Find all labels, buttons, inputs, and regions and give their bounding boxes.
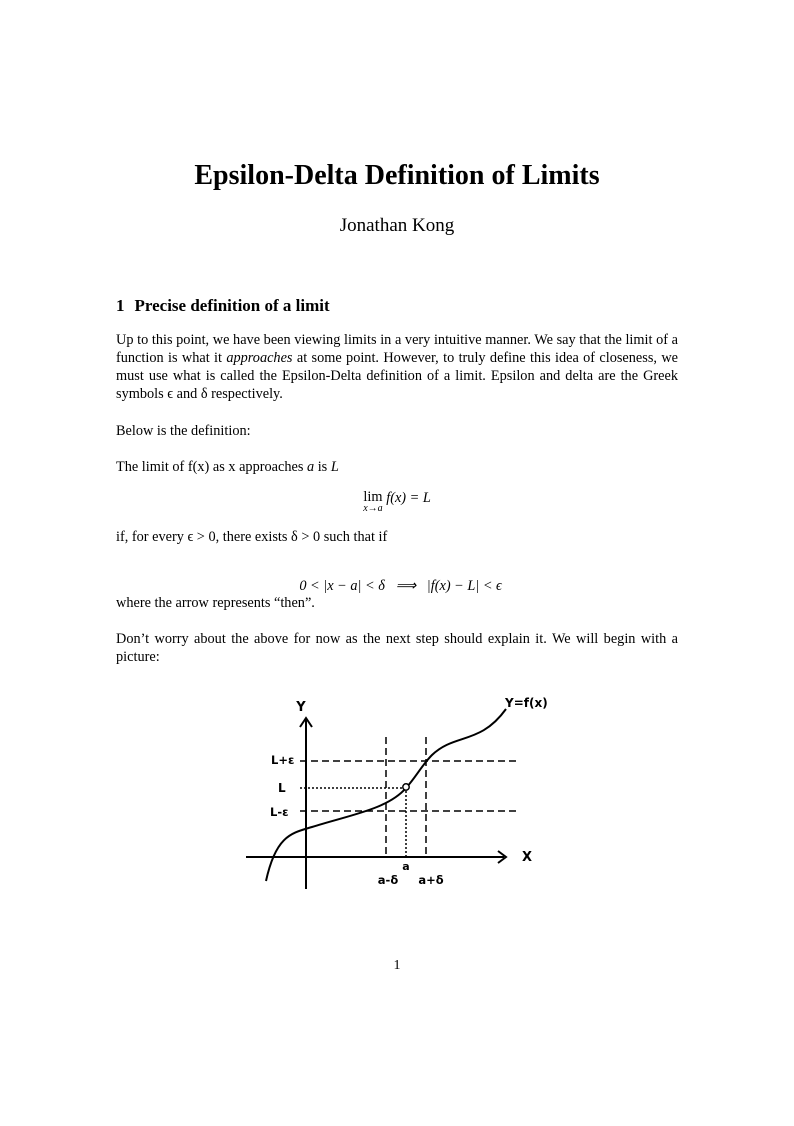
intro-paragraph: [116, 331, 678, 403]
lim-word: lim: [363, 489, 383, 505]
intro-emphasis: approaches: [226, 350, 293, 366]
open-point: [403, 784, 409, 790]
arrow-text: where the arrow represents “then”.: [116, 595, 315, 611]
epsilon-delta-figure: [240, 685, 560, 900]
lim-subscript: x→a: [363, 503, 383, 514]
limit-var-L: L: [330, 459, 339, 475]
intro-text-2: at some point. However, to truly define this idea of closeness, we must use what is called the Epsilon-Delta definition of a limit. Epsilon and delta are the Greek symbols ϵ and δ respectively.: [116, 350, 678, 402]
section-title: Precise definition of a limit: [134, 296, 330, 315]
section-heading: [116, 296, 330, 316]
below-text: Below is the definition:: [116, 423, 251, 439]
label-L-plus-epsilon: L+ε: [271, 753, 295, 767]
dont-worry-paragraph: [116, 630, 678, 666]
x-axis-label: X: [522, 850, 533, 865]
arrow-paragraph: [116, 594, 678, 612]
below-paragraph: [116, 422, 678, 440]
limit-text-2: is: [314, 459, 331, 475]
limit-equation: [0, 490, 794, 514]
dont-worry-text: Don’t worry about the above for now as the next step should explain it. We will begin with a picture:: [116, 631, 678, 665]
implication-equation: [0, 561, 794, 595]
if-every-paragraph: [116, 528, 678, 546]
lim-operator: [363, 490, 382, 514]
document-title: Epsilon-Delta Definition of Limits: [194, 160, 600, 191]
limit-statement: [116, 458, 678, 476]
section-number: 1: [116, 296, 125, 315]
page-number: 1: [393, 958, 401, 973]
label-a: a: [402, 860, 410, 873]
label-L-minus-epsilon: L-ε: [270, 805, 289, 819]
if-every-text: if, for every ϵ > 0, there exists δ > 0 such that if: [116, 529, 388, 545]
author: Jonathan Kong: [339, 215, 455, 236]
y-axis-label: Y: [296, 700, 306, 715]
label-L: L: [278, 781, 286, 795]
label-a-minus-delta: a-δ: [377, 873, 399, 887]
limit-text-1: The limit of f(x) as x approaches: [116, 459, 307, 475]
limit-var-a: a: [306, 459, 315, 475]
implication-text: 0 < |x − a| < δ ⟹ |f(x) − L| < ϵ: [299, 578, 502, 594]
curve-label: Y=f(x): [505, 696, 548, 710]
label-a-plus-delta: a+δ: [418, 873, 444, 887]
intro-text-1: Up to this point, we have been viewing limits in a very intuitive manner. We say that the limit of a function is what it: [116, 332, 678, 366]
lim-rhs: f(x) = L: [386, 490, 431, 506]
